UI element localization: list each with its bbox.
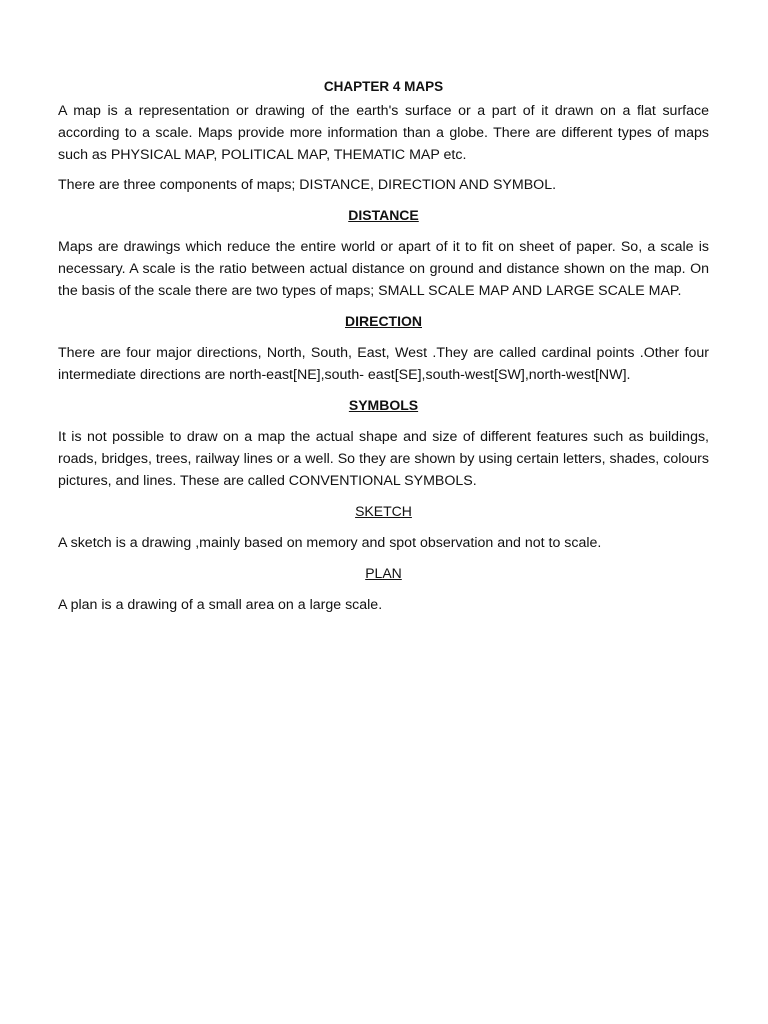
heading-plan: PLAN [365,565,402,581]
heading-distance: DISTANCE [348,207,419,223]
intro-paragraph-2: There are three components of maps; DISTANCE, DIRECTION AND SYMBOL. [58,177,557,193]
paragraph-distance: Maps are drawings which reduce the entire world or apart of it to fit on sheet of paper. So, a scale is necessary. A scale is the ratio between actual distance on ground and distance shown on the map. On the basis of the scale there are two types of maps; SMALL SCALE MAP AND LARGE SCALE MAP. [58,239,709,299]
intro-paragraph-1: A map is a representation or drawing of the earth's surface or a part of it drawn on a flat surface according to a scale. Maps provide more information than a globe. There are different types of maps such as PHYSICAL MAP, POLITICAL MAP, THEMATIC MAP etc. [58,103,709,163]
chapter-title: CHAPTER 4 MAPS [323,79,444,94]
heading-direction: DIRECTION [345,313,422,329]
heading-symbols: SYMBOLS [348,397,419,413]
paragraph-plan: A plan is a drawing of a small area on a large scale. [58,597,383,613]
heading-sketch: SKETCH [355,503,412,519]
paragraph-sketch: A sketch is a drawing ,mainly based on memory and spot observation and not to scale. [58,535,602,551]
paragraph-direction: There are four major directions, North, South, East, West .They are called cardinal points .Other four intermediate directions are north-east[NE],south- east[SE],south-west[SW],north-west[NW]. [58,345,709,383]
paragraph-symbols: It is not possible to draw on a map the actual shape and size of different features such as buildings, roads, bridges, trees, railway lines or a well. So they are shown by using certain letters, shades, colours pictures, and lines. These are called CONVENTIONAL SYMBOLS. [58,429,709,489]
